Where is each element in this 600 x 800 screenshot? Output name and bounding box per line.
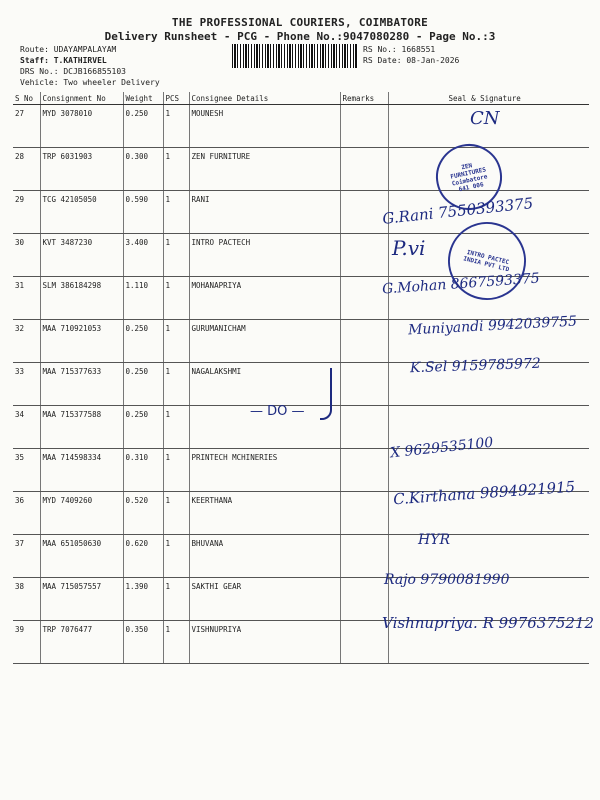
signature-row30: P.vi [392,236,426,260]
consignee-cell: GURUMANICHAM [189,320,340,363]
consignment-cell: MAA 715377588 [40,406,123,449]
consignment-cell: MAA 715057557 [40,578,123,621]
weight-cell: 0.350 [123,621,163,664]
stamp-text: ZEN FURNITURES Coimbatore 641 006 [449,162,489,194]
pcs-cell: 1 [163,363,189,406]
weight-cell: 0.250 [123,363,163,406]
remarks-cell [340,578,388,621]
runsheet-meta-right [363,44,459,66]
sno-cell: 32 [13,320,40,363]
consignee-cell: MOUNESH [189,105,340,148]
signature-row27: CN [470,108,500,129]
sno-cell: 33 [13,363,40,406]
weight-cell: 0.620 [123,535,163,578]
ditto-bracket-icon [320,368,332,420]
sno-cell: 39 [13,621,40,664]
weight-cell: 0.250 [123,406,163,449]
column-header: S No [13,92,40,105]
pcs-cell: 1 [163,535,189,578]
sno-cell: 37 [13,535,40,578]
runsheet-meta-left [20,44,160,88]
consignment-cell: MAA 714598334 [40,449,123,492]
consignment-cell: MYD 7409260 [40,492,123,535]
consignment-cell: MAA 710921053 [40,320,123,363]
rs-number-text: RS No.: 1668551 [363,45,436,54]
consignee-cell: BHUVANA [189,535,340,578]
remarks-cell [340,406,388,449]
weight-cell: 0.310 [123,449,163,492]
signature-row32: Muniyandi 9942039755 [407,313,578,339]
pcs-cell: 1 [163,148,189,191]
weight-cell: 0.250 [123,320,163,363]
signature-row37: HYR [418,532,450,548]
sno-cell: 31 [13,277,40,320]
consignment-cell: MAA 651050630 [40,535,123,578]
pcs-cell: 1 [163,492,189,535]
column-header: Seal & Signature [388,92,589,105]
vehicle-text: Vehicle: Two wheeler Delivery [20,78,160,87]
company-title: THE PROFESSIONAL COURIERS, COIMBATORE [171,16,429,29]
pcs-cell: 1 [163,449,189,492]
weight-cell: 1.390 [123,578,163,621]
stamp-text: INTRO PACTEC INDIA PVT LTD [462,248,510,274]
signature-row33: K.Sel 9159785972 [409,355,542,377]
sno-cell: 35 [13,449,40,492]
pcs-cell: 1 [163,320,189,363]
column-header: Consignment No [40,92,123,105]
pcs-cell: 1 [163,191,189,234]
consignment-cell: MAA 715377633 [40,363,123,406]
table-header-row [13,92,589,105]
pcs-cell: 1 [163,234,189,277]
remarks-cell [340,535,388,578]
sno-cell: 29 [13,191,40,234]
consignee-cell: RANI [189,191,340,234]
consignment-cell: TRP 7076477 [40,621,123,664]
consignee-cell: ZEN FURNITURE [189,148,340,191]
barcode-image [232,44,358,68]
drs-text: DRS No.: DCJB166855103 [20,67,126,76]
sno-cell: 28 [13,148,40,191]
consignment-cell: TRP 6031903 [40,148,123,191]
remarks-cell [340,492,388,535]
signature-row35: X 9629535100 [389,434,495,462]
column-header: Remarks [340,92,388,105]
pcs-cell: 1 [163,406,189,449]
remarks-cell [340,363,388,406]
consignment-cell: TCG 42105050 [40,191,123,234]
consignee-cell: VISHNUPRIYA [189,621,340,664]
pcs-cell: 1 [163,621,189,664]
pcs-cell: 1 [163,578,189,621]
remarks-cell [340,320,388,363]
signature-row39: Vishnupriya. R 9976375212 [382,614,595,632]
weight-cell: 0.250 [123,105,163,148]
column-header: Consignee Details [189,92,340,105]
remarks-cell [340,105,388,148]
weight-cell: 0.590 [123,191,163,234]
column-header: Weight [123,92,163,105]
pcs-cell: 1 [163,277,189,320]
ditto-mark: — DO — [250,404,305,419]
weight-cell: 0.300 [123,148,163,191]
consignment-cell: SLM 386184298 [40,277,123,320]
weight-cell: 1.110 [123,277,163,320]
sno-cell: 27 [13,105,40,148]
consignee-cell: KEERTHANA [189,492,340,535]
consignee-cell: INTRO PACTECH [189,234,340,277]
table-row [13,148,589,191]
weight-cell: 0.520 [123,492,163,535]
signature-row29: G.Rani 7550393375 [381,194,534,228]
weight-cell: 3.400 [123,234,163,277]
remarks-cell [340,449,388,492]
consignee-cell: PRINTECH MCHINERIES [189,449,340,492]
consignee-cell: SAKTHI GEAR [189,578,340,621]
consignee-cell: NAGALAKSHMI [189,363,340,406]
remarks-cell [340,234,388,277]
sno-cell: 30 [13,234,40,277]
remarks-cell [340,621,388,664]
sno-cell: 38 [13,578,40,621]
consignee-cell: MOHANAPRIYA [189,277,340,320]
runsheet-subtitle: Delivery Runsheet - PCG - Phone No.:9047080280 - Page No.:3 [104,30,496,43]
consignment-cell: KVT 3487230 [40,234,123,277]
remarks-cell [340,148,388,191]
staff-text: Staff: T.KATHIRVEL [20,56,107,65]
pcs-cell: 1 [163,105,189,148]
table-row [13,105,589,148]
rs-date-text: RS Date: 08-Jan-2026 [363,56,460,65]
signature-row38: Rajo 9790081990 [384,572,510,588]
route-text: Route: UDAYAMPALAYAM [20,45,117,54]
consignment-cell: MYD 3078010 [40,105,123,148]
signature-row36: C.Kirthana 9894921915 [392,477,576,509]
sno-cell: 34 [13,406,40,449]
sno-cell: 36 [13,492,40,535]
signature-row31: G.Mohan 8667593375 [381,270,541,298]
column-header: PCS [163,92,189,105]
